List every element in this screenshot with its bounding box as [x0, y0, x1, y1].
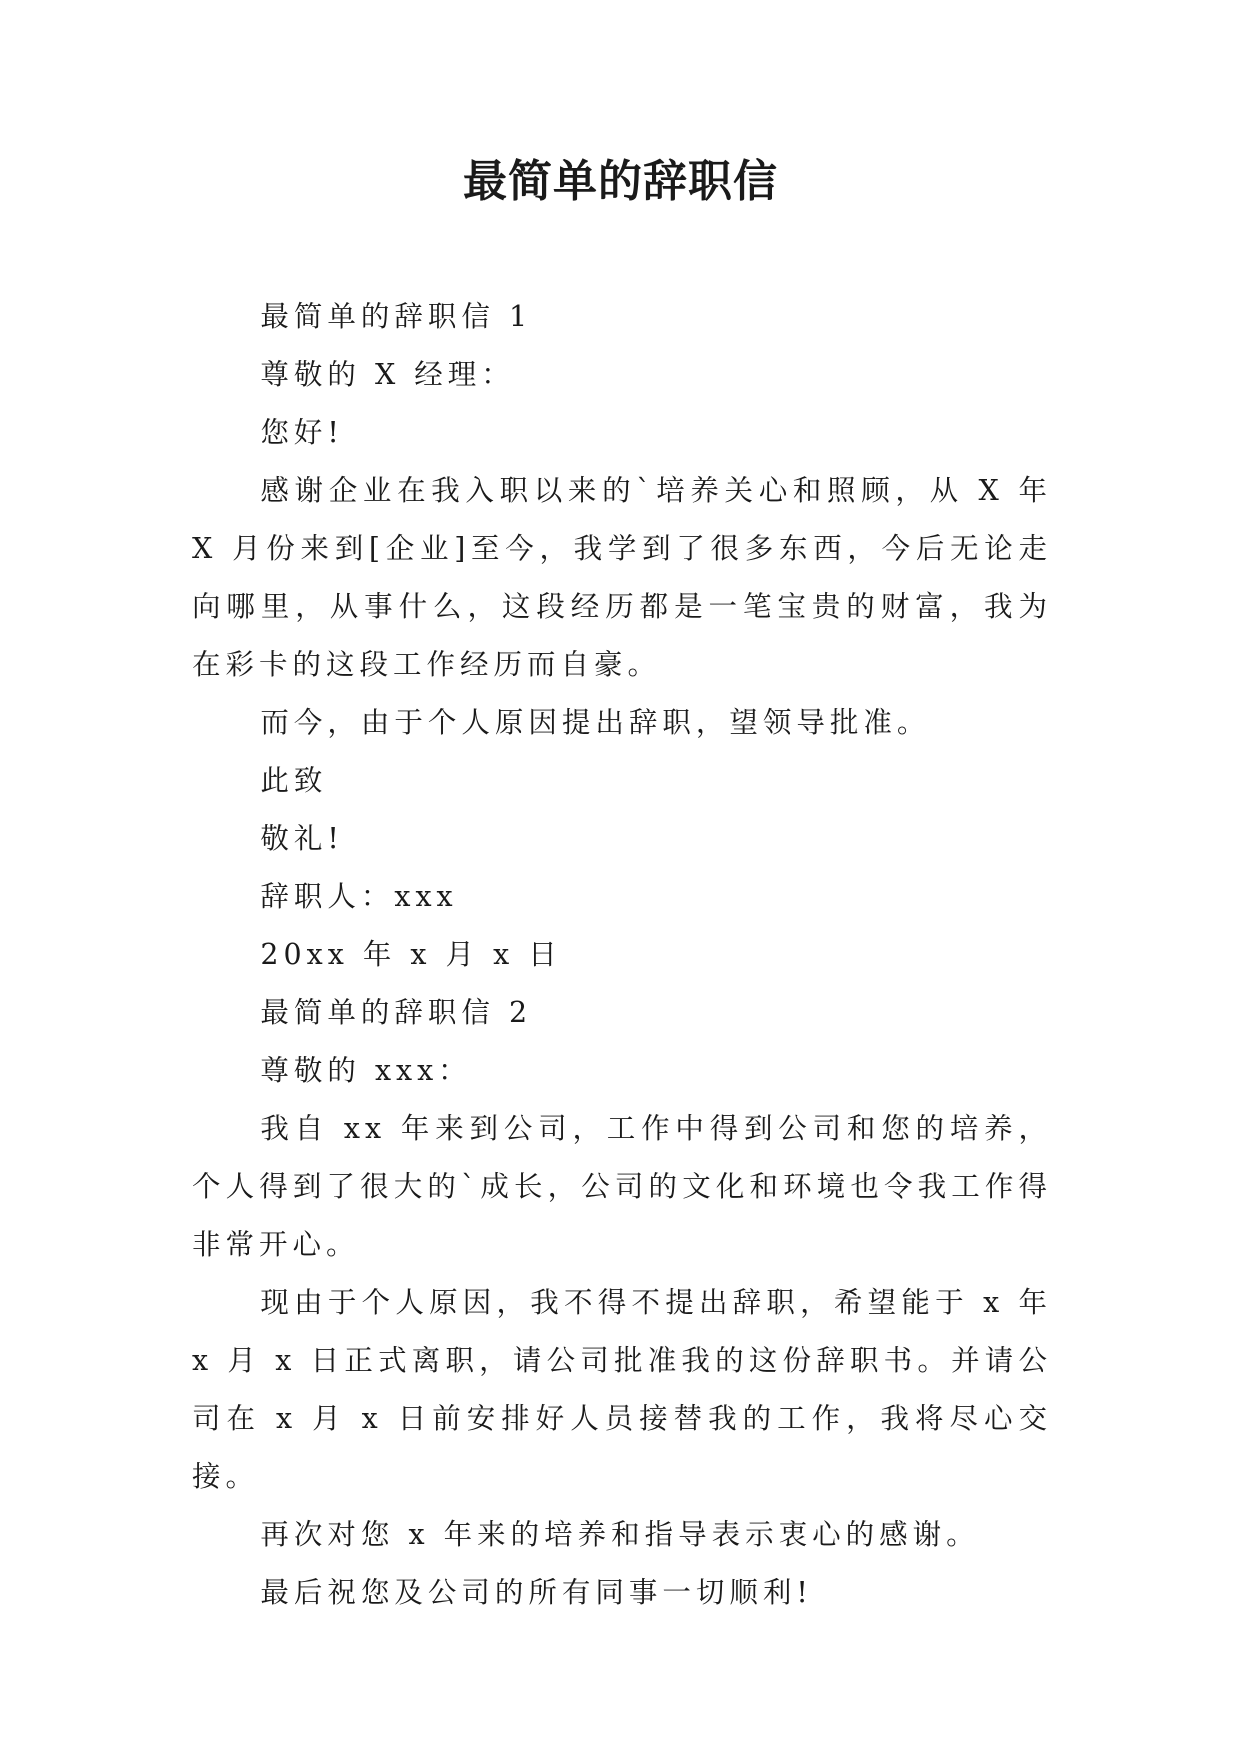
- paragraph-letter2-heading: 最简单的辞职信 2: [260, 996, 533, 1029]
- document-title: 最简单的辞职信: [463, 156, 778, 207]
- paragraph-letter2-body: 我自 xx 年来到公司，工作中得到公司和您的培养，个人得到了很大的`成长，公司的文化和环境也令我工作得非常开心。: [192, 1112, 1052, 1261]
- paragraph-letter1-regards: 敬礼!: [260, 822, 344, 855]
- paragraph-letter1-heading: 最简单的辞职信 1: [260, 300, 533, 333]
- paragraph-letter1-salutation: 尊敬的 X 经理：: [260, 358, 515, 391]
- paragraph-letter1-greeting: 您好!: [260, 416, 344, 449]
- paragraph-letter1-date: 20xx 年 x 月 x 日: [260, 938, 562, 971]
- document-body: [192, 288, 1052, 1622]
- paragraph-letter2-thanks: 再次对您 x 年来的培养和指导表示衷心的感谢。: [260, 1518, 980, 1551]
- paragraph-letter1-signature: 辞职人：xxx: [260, 880, 458, 913]
- paragraph-letter2-salutation: 尊敬的 xxx：: [260, 1054, 472, 1087]
- paragraph-letter1-body: 感谢企业在我入职以来的`培养关心和照顾，从 X 年 X 月份来到[企业]至今，我学到了很多东西，今后无论走向哪里，从事什么，这段经历都是一笔宝贵的财富，我为在彩卡的这段工作经历而自豪。: [192, 474, 1052, 681]
- paragraph-letter1-closing: 此致: [260, 764, 328, 797]
- paragraph-letter2-wishes: 最后祝您及公司的所有同事一切顺利!: [260, 1576, 813, 1609]
- paragraph-letter1-request: 而今，由于个人原因提出辞职，望领导批准。: [260, 706, 931, 739]
- paragraph-letter2-request: 现由于个人原因，我不得不提出辞职，希望能于 x 年 x 月 x 日正式离职，请公司批准我的这份辞职书。并请公司在 x 月 x 日前安排好人员接替我的工作，我将尽心交接。: [192, 1286, 1052, 1493]
